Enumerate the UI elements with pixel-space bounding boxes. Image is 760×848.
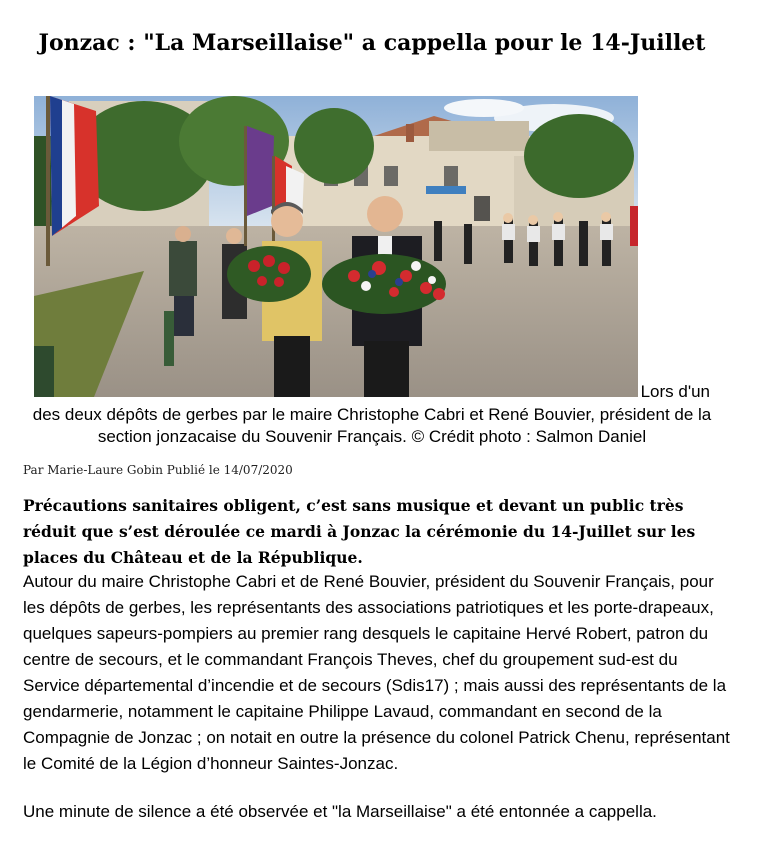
caption-text: des deux dépôts de gerbes par le maire Christophe Cabri et René Bouvier, président de la section jonzacaise du Souvenir Français. © Crédit photo : Salmon Daniel [32,404,712,446]
article-paragraph-closing: Une minute de silence a été observée et "la Marseillaise" a été entonnée a cappella. [23,802,657,821]
byline: Par Marie-Laure Gobin Publié le 14/07/2020 [23,463,293,477]
article-lead: Précautions sanitaires obligent, c’est sans musique et devant un public très réduit que s’est déroulée ce mardi à Jonzac la cérémonie du 14-Juillet sur les places du Château et de la République. [23,496,696,567]
ceremony-photo [34,96,638,397]
article-title: Jonzac : "La Marseillaise" a cappella pour le 14-Juillet [38,30,706,56]
photo-caption [28,381,716,449]
article-paragraph: Autour du maire Christophe Cabri et de René Bouvier, président du Souvenir Français, pour les dépôts de gerbes, les représentants des associations patriotiques et les porte-drapeaux, quelques sapeurs-pompiers au premier rang desquels le capitaine Hervé Robert, patron du centre de secours, et le commandant François Theves, chef du groupement sud-est du Service départemental d’incendie et de secours (Sdis17) ; mais aussi des représentants de la gendarmerie, notamment le capitaine Philippe Lavaud, commandant en second de la Compagnie de Jonzac ; on notait en outre la présence du colonel Patrick Chenu, représentant le Comité de la Légion d’honneur Saintes-Jonzac. [23,572,730,773]
caption-first-line: Lors d'un [640,382,710,401]
